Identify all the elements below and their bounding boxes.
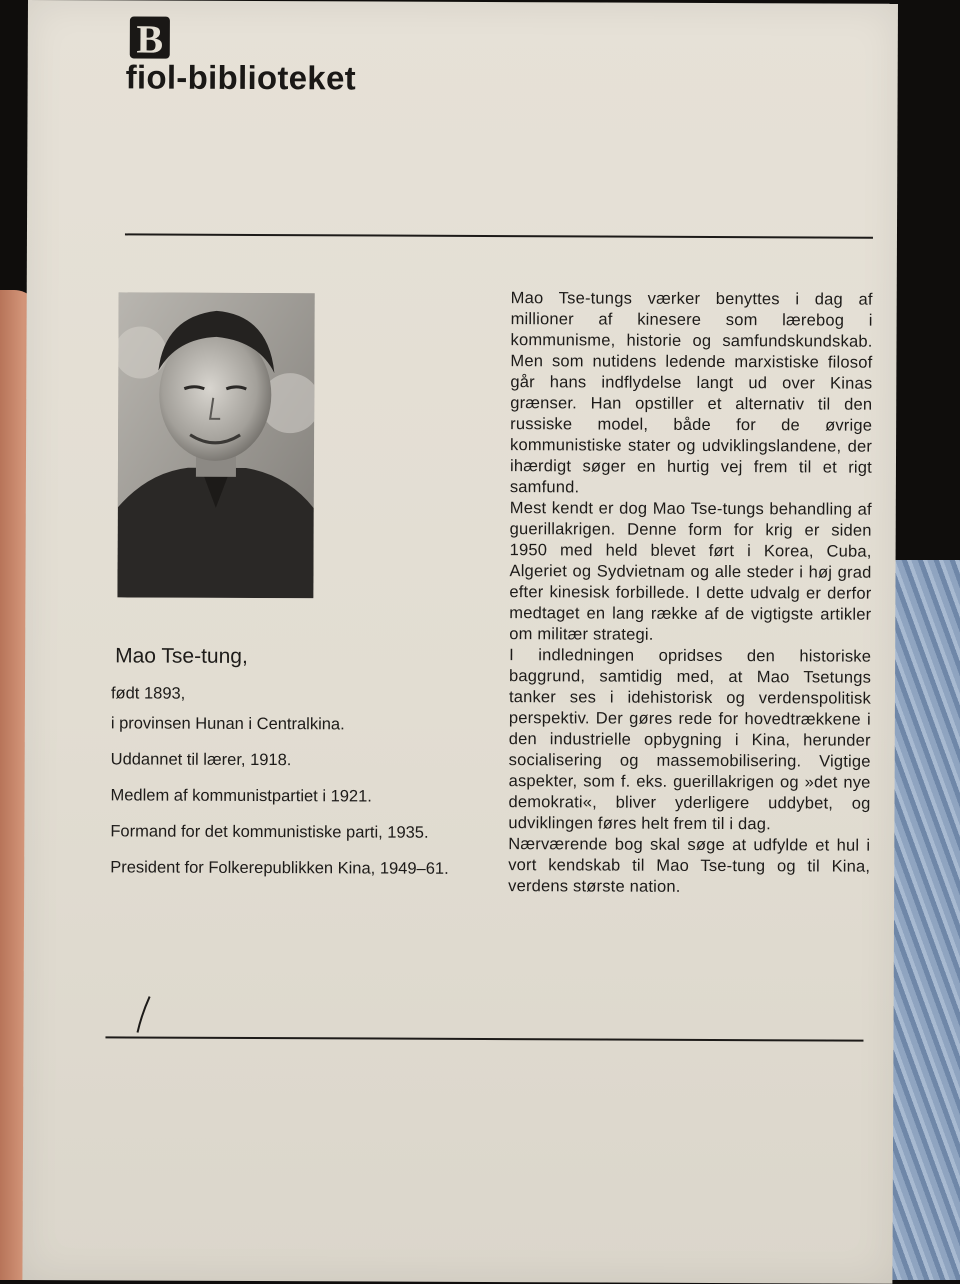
bio-line: Uddannet til lærer, 1918. — [110, 750, 292, 770]
author-name: Mao Tse-tung, — [115, 644, 248, 668]
pen-mark-icon — [127, 992, 157, 1036]
svg-text:B: B — [136, 16, 164, 62]
description-paragraph: I indledningen opridses den historiske baggrund, samtidig med, at Mao Tsetungs tanker ses i idehistorisk og verdenspolitisk perspektiv. Der gøres rede for hovedtrækkene i den industrielle opbygning i Kina, herunder socialisering og massemobilisering. Vigtige aspekter, som f. eks. guerillakrigen og »det nye demokrati«, bliver yderligere uddybet, og udviklingen føres helt frem til i dag. — [508, 646, 872, 834]
book-description — [508, 288, 873, 899]
description-paragraph: Nærværende bog skal søge at udfylde et hul i vort kendskab til Mao Tse-tung og til Kina, verdens største nation. — [508, 835, 871, 896]
bio-line: President for Folkerepublikken Kina, 1949–61. — [110, 858, 449, 878]
portrait-photo-icon — [117, 292, 314, 598]
author-bio — [110, 644, 471, 894]
series-title: fiol-biblioteket — [125, 58, 357, 97]
author-photo — [117, 292, 314, 598]
bio-line: i provinsen Hunan i Centralkina. — [110, 714, 345, 734]
description-paragraph: Mao Tse-tungs værker benyttes i dag af millioner af kinesere som lærebog i kommunisme, historie og samfundskundskab. Men som nutidens ledende marxistiske filosof går hans indflydelse langt ud over Kinas grænser. Han opstiller et alternativ til den russiske model, både for de øvrige kommunistiske stater og udviklingslandene, der ihærdigt søger en hurtig vej frem til et rigt samfund. — [509, 289, 873, 497]
bio-line: Formand for det kommunistiske parti, 1935. — [110, 822, 429, 842]
publisher-logo-icon — [126, 12, 174, 62]
bio-line: født 1893, — [110, 684, 186, 703]
bio-line: Medlem af kommunistpartiet i 1921. — [110, 786, 372, 806]
description-paragraph: Mest kendt er dog Mao Tse-tungs behandling af guerillakrigen. Denne form for krig er siden 1950 med held blevet ført i Korea, Cuba, Algeriet og Sydvietnam og alle steder i høj grad efter kinesisk forbillede. I dette udvalg er derfor medtaget en lang række af de vigtigste artikler om militær strategi. — [509, 499, 872, 644]
bottom-divider — [105, 1036, 863, 1041]
top-divider — [125, 233, 873, 238]
book-back-cover — [22, 0, 898, 1284]
